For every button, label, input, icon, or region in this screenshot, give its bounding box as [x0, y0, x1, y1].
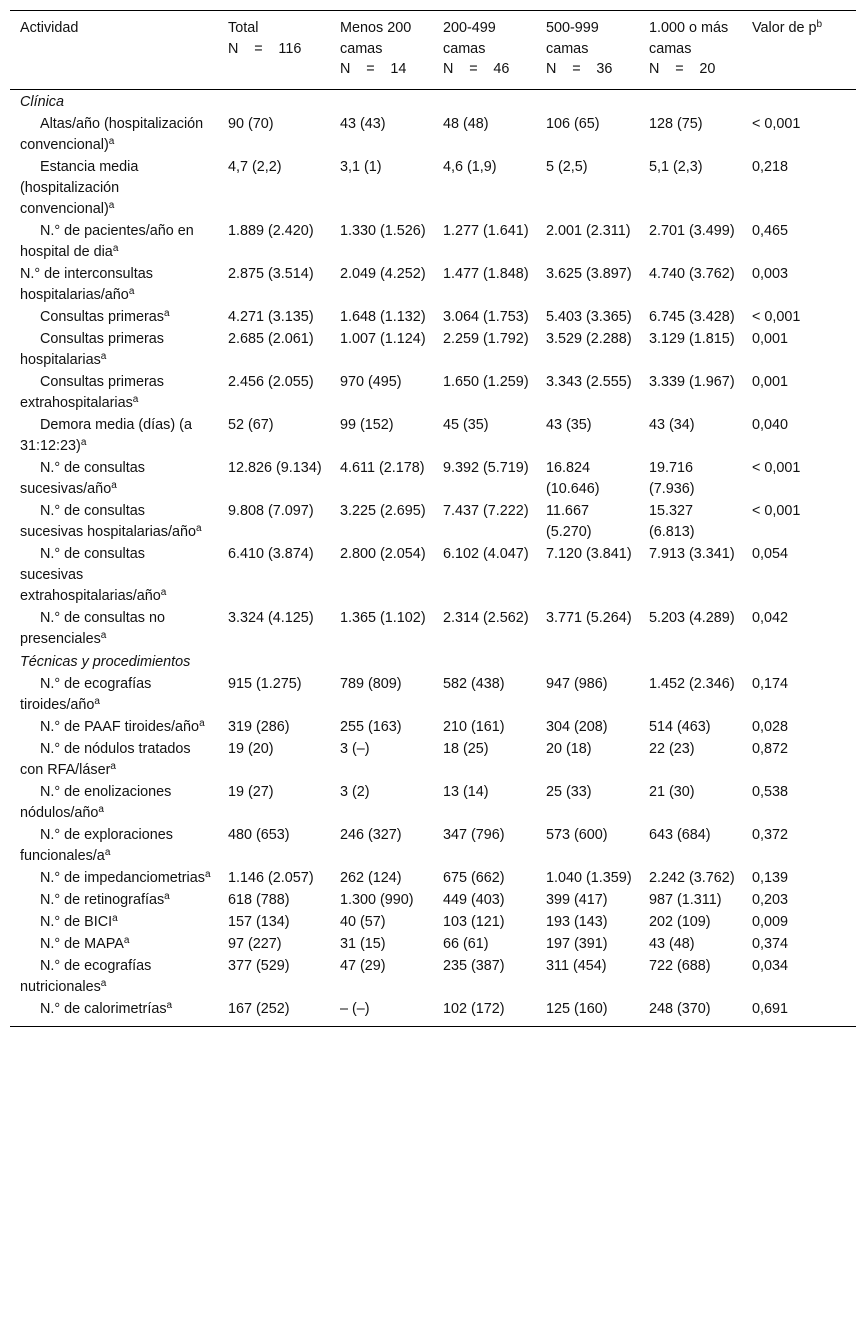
value-cell: 3.129 (1.815) — [649, 330, 735, 347]
footnote-marker: a — [80, 436, 87, 448]
col-header-label: Valor de p — [752, 20, 817, 36]
p-value-cell: 0,872 — [752, 740, 789, 757]
value-cell: 987 (1.311) — [649, 891, 722, 908]
col-header-n: N = 116 — [228, 40, 302, 57]
row-label-cell — [10, 113, 218, 156]
value-cell: 16.824 (10.646) — [546, 459, 600, 497]
value-cell: 377 (529) — [228, 957, 290, 974]
value-cell: 197 (391) — [546, 935, 608, 952]
p-value-cell: 0,001 — [752, 373, 789, 390]
value-cell: 43 (48) — [649, 935, 695, 952]
value-cell: 2.001 (2.311) — [546, 222, 631, 239]
col-header-label: 200-499 camas — [443, 20, 496, 57]
section-title: Técnicas y procedimientos — [20, 653, 191, 670]
value-cell: 3 (–) — [340, 740, 370, 757]
value-cell: 3 (2) — [340, 783, 370, 800]
row-label-cell — [10, 673, 218, 716]
footnote-marker: a — [110, 760, 116, 772]
value-cell: 3.339 (1.967) — [649, 373, 735, 390]
value-cell: 11.667 (5.270) — [546, 502, 592, 540]
value-cell: 12.826 (9.134) — [228, 459, 322, 476]
table-row — [10, 824, 856, 867]
value-cell: 643 (684) — [649, 826, 711, 843]
table-row — [10, 371, 856, 414]
value-cell: 2.456 (2.055) — [228, 373, 314, 390]
value-cell: 128 (75) — [649, 115, 703, 132]
table-row — [10, 781, 856, 824]
table-row — [10, 414, 856, 457]
footnote-marker: a — [204, 868, 211, 880]
value-cell: – (–) — [340, 1000, 370, 1017]
row-label: N.° de impedanciometrias — [40, 869, 205, 886]
value-cell: 15.327 (6.813) — [649, 502, 695, 540]
value-cell: 6.410 (3.874) — [228, 545, 314, 562]
value-cell: 4,7 (2,2) — [228, 158, 282, 175]
table-row — [10, 998, 856, 1027]
table-row — [10, 889, 856, 911]
value-cell: 9.808 (7.097) — [228, 502, 314, 519]
value-cell: 2.875 (3.514) — [228, 265, 314, 282]
value-cell: 582 (438) — [443, 675, 505, 692]
value-cell: 262 (124) — [340, 869, 402, 886]
row-label-cell — [10, 781, 218, 824]
table-row — [10, 220, 856, 263]
value-cell: 1.477 (1.848) — [443, 265, 529, 282]
row-label-cell — [10, 543, 218, 607]
col-header-total — [218, 11, 330, 90]
row-label-cell — [10, 500, 218, 543]
value-cell: 970 (495) — [340, 373, 402, 390]
p-value-cell: 0,028 — [752, 718, 789, 735]
value-cell: 167 (252) — [228, 1000, 290, 1017]
row-label-cell — [10, 457, 218, 500]
row-label: N.° de nódulos tratados con RFA/láser — [20, 740, 191, 778]
p-value-cell: 0,054 — [752, 545, 789, 562]
row-label-cell — [10, 911, 218, 933]
value-cell: 311 (454) — [546, 957, 607, 974]
value-cell: 3.225 (2.695) — [340, 502, 426, 519]
footnote-marker: a — [166, 999, 173, 1011]
p-value-cell: < 0,001 — [752, 115, 801, 132]
value-cell: 2.259 (1.792) — [443, 330, 529, 347]
table-header — [10, 11, 856, 90]
p-value-cell: 0,538 — [752, 783, 789, 800]
col-header-1000-mas — [639, 11, 742, 90]
table-row — [10, 156, 856, 220]
value-cell: 9.392 (5.719) — [443, 459, 529, 476]
footnote-marker: a — [108, 135, 115, 147]
value-cell: 19.716 (7.936) — [649, 459, 695, 497]
value-cell: 235 (387) — [443, 957, 505, 974]
p-value-cell: 0,203 — [752, 891, 789, 908]
value-cell: 97 (227) — [228, 935, 282, 952]
value-cell: 722 (688) — [649, 957, 711, 974]
value-cell: 25 (33) — [546, 783, 592, 800]
table-row — [10, 716, 856, 738]
table-row — [10, 911, 856, 933]
value-cell: 514 (463) — [649, 718, 711, 735]
value-cell: 43 (43) — [340, 115, 386, 132]
table-row — [10, 263, 856, 306]
row-label-cell — [10, 263, 218, 306]
p-value-cell: 0,372 — [752, 826, 789, 843]
col-header-200-499 — [433, 11, 536, 90]
value-cell: 2.314 (2.562) — [443, 609, 529, 626]
row-label: N.° de calorimetrías — [40, 1000, 167, 1017]
row-label-cell — [10, 933, 218, 955]
value-cell: 3.625 (3.897) — [546, 265, 632, 282]
col-header-500-999 — [536, 11, 639, 90]
row-label-cell — [10, 889, 218, 911]
value-cell: 3.529 (2.288) — [546, 330, 632, 347]
footnote-marker: a — [98, 803, 104, 815]
value-cell: 573 (600) — [546, 826, 608, 843]
value-cell: 1.146 (2.057) — [228, 869, 314, 886]
row-label: N.° de pacientes/año en hospital de dia — [20, 222, 194, 260]
value-cell: 5 (2,5) — [546, 158, 588, 175]
p-value-cell: 0,374 — [752, 935, 789, 952]
value-cell: 1.007 (1.124) — [340, 330, 426, 347]
footnote-marker: a — [104, 846, 111, 858]
row-label: Altas/año (hospitalización convencional) — [20, 115, 204, 153]
row-label: N.° de ecografías tiroides/año — [20, 675, 152, 713]
section-row — [10, 650, 856, 673]
value-cell: 319 (286) — [228, 718, 290, 735]
footnote-marker: a — [164, 890, 170, 902]
col-header-label: 1.000 o más camas — [649, 20, 729, 57]
footnote-marker: a — [195, 522, 202, 534]
value-cell: 47 (29) — [340, 957, 386, 974]
row-label: N.° de consultas sucesivas/año — [20, 459, 145, 497]
value-cell: 193 (143) — [546, 913, 608, 930]
value-cell: 2.701 (3.499) — [649, 222, 735, 239]
col-header-label: Actividad — [20, 20, 79, 36]
row-label-cell — [10, 306, 218, 328]
row-label: N.° de exploraciones funcionales/a — [20, 826, 173, 864]
col-header-n: N = 20 — [649, 61, 716, 77]
col-header-actividad — [10, 11, 218, 90]
value-cell: 19 (27) — [228, 783, 274, 800]
value-cell: 947 (986) — [546, 675, 608, 692]
value-cell: 43 (34) — [649, 416, 695, 433]
value-cell: 13 (14) — [443, 783, 489, 800]
value-cell: 5.203 (4.289) — [649, 609, 735, 626]
value-cell: 304 (208) — [546, 718, 608, 735]
col-header-label: Total — [228, 20, 259, 36]
value-cell: 202 (109) — [649, 913, 711, 930]
value-cell: 45 (35) — [443, 416, 489, 433]
value-cell: 3,1 (1) — [340, 158, 382, 175]
footnote-marker: a — [94, 695, 100, 707]
p-value-cell: < 0,001 — [752, 459, 801, 476]
footnote-marker: a — [199, 717, 205, 729]
table-row — [10, 867, 856, 889]
value-cell: 2.242 (3.762) — [649, 869, 735, 886]
value-cell: 5.403 (3.365) — [546, 308, 632, 325]
row-label-cell — [10, 716, 218, 738]
value-cell: 3.064 (1.753) — [443, 308, 529, 325]
value-cell: 31 (15) — [340, 935, 386, 952]
table-row — [10, 306, 856, 328]
value-cell: 4.611 (2.178) — [340, 459, 425, 476]
col-header-label: Menos 200 camas — [340, 20, 412, 57]
row-label-cell — [10, 824, 218, 867]
row-label-cell — [10, 371, 218, 414]
col-header-n: N = 46 — [443, 61, 510, 77]
value-cell: 1.452 (2.346) — [649, 675, 735, 692]
p-value-cell: 0,042 — [752, 609, 789, 626]
value-cell: 1.365 (1.102) — [340, 609, 426, 626]
table-row — [10, 328, 856, 371]
table-row — [10, 113, 856, 156]
row-label: N.° de interconsultas hospitalarias/año — [20, 265, 153, 303]
value-cell: 789 (809) — [340, 675, 402, 692]
value-cell: 246 (327) — [340, 826, 402, 843]
value-cell: 1.040 (1.359) — [546, 869, 632, 886]
row-label: N.° de BICI — [40, 913, 113, 930]
row-label-cell — [10, 220, 218, 263]
value-cell: 7.913 (3.341) — [649, 545, 735, 562]
value-cell: 52 (67) — [228, 416, 274, 433]
row-label-cell — [10, 998, 218, 1027]
row-label-cell — [10, 414, 218, 457]
row-label-cell — [10, 156, 218, 220]
table-row — [10, 955, 856, 998]
footnote-marker: a — [123, 934, 130, 946]
table-row — [10, 673, 856, 716]
value-cell: 399 (417) — [546, 891, 608, 908]
value-cell: 1.889 (2.420) — [228, 222, 314, 239]
footnote-marker: a — [160, 586, 167, 598]
value-cell: 157 (134) — [228, 913, 290, 930]
table-body — [10, 89, 856, 1026]
value-cell: 2.685 (2.061) — [228, 330, 314, 347]
row-label: N.° de MAPA — [40, 935, 124, 952]
value-cell: 6.745 (3.428) — [649, 308, 735, 325]
row-label: N.° de consultas sucesivas hospitalarias/año — [20, 502, 196, 540]
row-label-cell — [10, 867, 218, 889]
table-row — [10, 543, 856, 607]
value-cell: 43 (35) — [546, 416, 592, 433]
value-cell: 4,6 (1,9) — [443, 158, 497, 175]
row-label: Consultas primeras extrahospitalarias — [20, 373, 164, 411]
footnote-marker: a — [163, 307, 170, 319]
value-cell: 5,1 (2,3) — [649, 158, 703, 175]
value-cell: 4.740 (3.762) — [649, 265, 735, 282]
value-cell: 20 (18) — [546, 740, 592, 757]
p-value-cell: 0,040 — [752, 416, 789, 433]
value-cell: 1.650 (1.259) — [443, 373, 529, 390]
footnote-marker: a — [100, 629, 107, 641]
activity-table — [10, 10, 856, 1027]
value-cell: 210 (161) — [443, 718, 505, 735]
value-cell: 449 (403) — [443, 891, 505, 908]
row-label: N.° de retinografías — [40, 891, 165, 908]
p-value-cell: 0,003 — [752, 265, 789, 282]
header-row — [10, 11, 856, 90]
row-label: Demora media (días) (a 31:12:23) — [20, 416, 192, 454]
footnote-marker: a — [132, 393, 139, 405]
value-cell: 48 (48) — [443, 115, 489, 132]
section-title: Clínica — [20, 93, 64, 110]
value-cell: 255 (163) — [340, 718, 402, 735]
col-header-label: 500-999 camas — [546, 20, 599, 57]
col-header-menos-200 — [330, 11, 433, 90]
footnote-marker: a — [100, 977, 107, 989]
value-cell: 675 (662) — [443, 869, 505, 886]
value-cell: 1.648 (1.132) — [340, 308, 426, 325]
value-cell: 40 (57) — [340, 913, 386, 930]
value-cell: 6.102 (4.047) — [443, 545, 529, 562]
footnote-marker: a — [100, 350, 107, 362]
value-cell: 618 (788) — [228, 891, 290, 908]
row-label: N.° de PAAF tiroides/año — [40, 718, 200, 735]
row-label-cell — [10, 607, 218, 650]
p-value-cell: < 0,001 — [752, 502, 801, 519]
col-header-valor-p — [742, 11, 856, 90]
footnote-marker: a — [112, 242, 119, 254]
value-cell: 22 (23) — [649, 740, 695, 757]
row-label: N.° de consultas sucesivas extrahospitalarias/año — [20, 545, 161, 604]
table-row — [10, 738, 856, 781]
row-label-cell — [10, 328, 218, 371]
value-cell: 19 (20) — [228, 740, 274, 757]
table-row — [10, 607, 856, 650]
col-header-n: N = 36 — [546, 61, 613, 77]
value-cell: 3.771 (5.264) — [546, 609, 632, 626]
value-cell: 21 (30) — [649, 783, 695, 800]
value-cell: 2.049 (4.252) — [340, 265, 426, 282]
value-cell: 66 (61) — [443, 935, 489, 952]
col-header-n: N = 14 — [340, 61, 407, 77]
row-label: N.° de consultas no presenciales — [20, 609, 165, 647]
value-cell: 1.330 (1.526) — [340, 222, 426, 239]
footnote-marker: a — [128, 285, 135, 297]
value-cell: 4.271 (3.135) — [228, 308, 314, 325]
footnote-marker: b — [816, 19, 823, 30]
footnote-marker: a — [112, 912, 118, 924]
p-value-cell: 0,034 — [752, 957, 789, 974]
value-cell: 90 (70) — [228, 115, 274, 132]
value-cell: 103 (121) — [443, 913, 505, 930]
row-label: N.° de ecografías nutricionales — [20, 957, 152, 995]
value-cell: 2.800 (2.054) — [340, 545, 426, 562]
value-cell: 18 (25) — [443, 740, 489, 757]
footnote-marker: a — [108, 199, 115, 211]
value-cell: 106 (65) — [546, 115, 600, 132]
p-value-cell: 0,174 — [752, 675, 789, 692]
value-cell: 125 (160) — [546, 1000, 608, 1017]
value-cell: 3.343 (2.555) — [546, 373, 632, 390]
row-label: Consultas primeras hospitalarias — [20, 330, 164, 368]
value-cell: 3.324 (4.125) — [228, 609, 314, 626]
value-cell: 347 (796) — [443, 826, 505, 843]
value-cell: 1.300 (990) — [340, 891, 414, 908]
p-value-cell: < 0,001 — [752, 308, 801, 325]
table-row — [10, 457, 856, 500]
table-row — [10, 500, 856, 543]
p-value-cell: 0,139 — [752, 869, 789, 886]
p-value-cell: 0,465 — [752, 222, 789, 239]
value-cell: 7.120 (3.841) — [546, 545, 632, 562]
p-value-cell: 0,001 — [752, 330, 789, 347]
row-label-cell — [10, 738, 218, 781]
p-value-cell: 0,009 — [752, 913, 789, 930]
value-cell: 102 (172) — [443, 1000, 505, 1017]
row-label: Estancia media (hospitalización convencional) — [20, 158, 139, 217]
row-label: N.° de enolizaciones nódulos/año — [20, 783, 172, 821]
section-row — [10, 89, 856, 113]
value-cell: 480 (653) — [228, 826, 290, 843]
p-value-cell: 0,218 — [752, 158, 789, 175]
value-cell: 1.277 (1.641) — [443, 222, 529, 239]
table-row — [10, 933, 856, 955]
value-cell: 915 (1.275) — [228, 675, 302, 692]
footnote-marker: a — [111, 479, 117, 491]
value-cell: 248 (370) — [649, 1000, 711, 1017]
value-cell: 99 (152) — [340, 416, 394, 433]
row-label: Consultas primeras — [40, 308, 164, 325]
value-cell: 7.437 (7.222) — [443, 502, 529, 519]
p-value-cell: 0,691 — [752, 1000, 789, 1017]
row-label-cell — [10, 955, 218, 998]
